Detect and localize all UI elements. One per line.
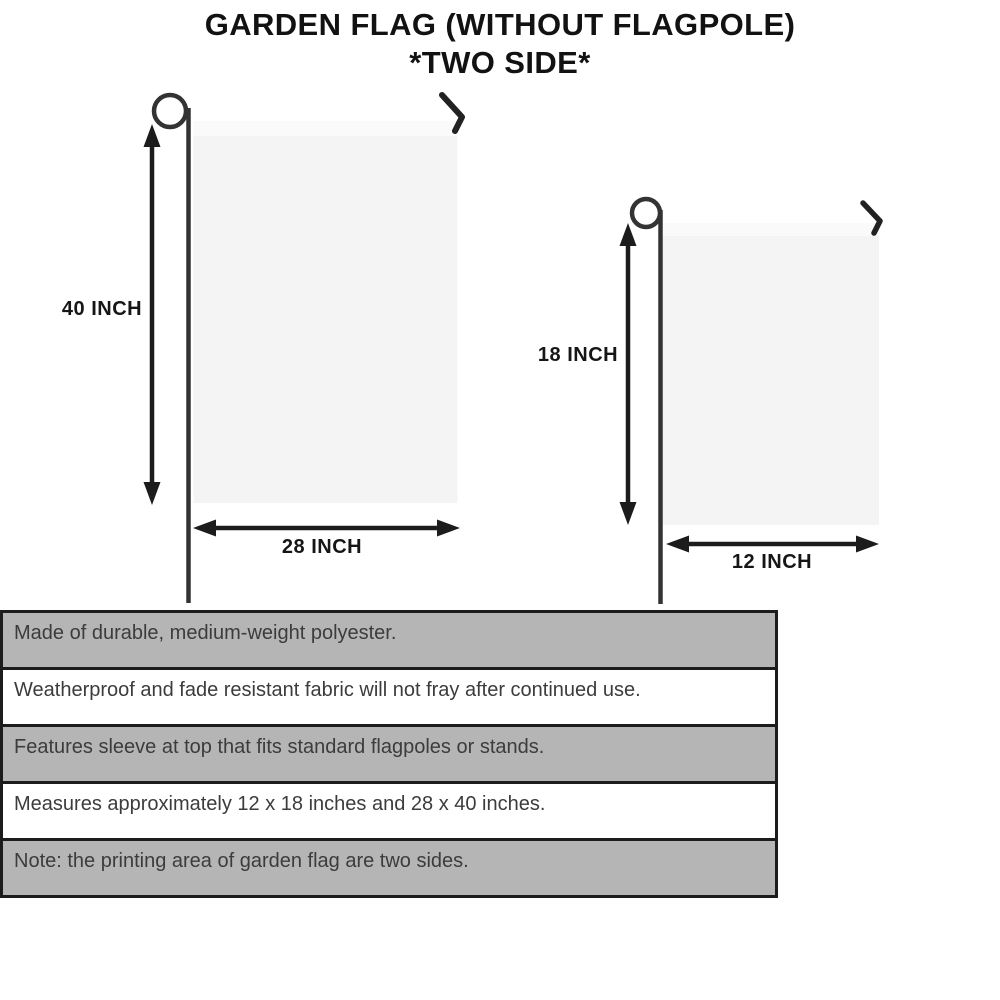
features-table [0, 610, 778, 898]
small-flag-height-label: 18 INCH [537, 344, 619, 366]
large-flag-width-arrow [193, 520, 460, 537]
page-title-line1: GARDEN FLAG (WITHOUT FLAGPOLE) [204, 7, 796, 42]
small-flag-width-label: 12 INCH [731, 551, 813, 573]
large-flag-panel [194, 121, 458, 503]
small-flag-width-arrow [666, 536, 879, 553]
feature-row-weatherproof: Weatherproof and fade resistant fabric will not fray after continued use. [3, 670, 775, 727]
page-title-line2: *TWO SIDE* [409, 45, 591, 80]
large-flag-width-label: 28 INCH [281, 536, 363, 558]
small-flag-panel [663, 223, 879, 525]
feature-row-note: Note: the printing area of garden flag are two sides. [3, 841, 775, 895]
feature-row-material: Made of durable, medium-weight polyester. [3, 613, 775, 670]
large-flag-height-arrow [144, 124, 161, 505]
small-flag-height-arrow [620, 223, 637, 525]
feature-row-measures: Measures approximately 12 x 18 inches and 28 x 40 inches. [3, 784, 775, 841]
large-flag-height-label: 40 INCH [61, 298, 143, 320]
large-flag-pole-loop-icon [154, 95, 186, 127]
large-flag-group [62, 95, 462, 603]
small-flag-sleeve [663, 223, 879, 236]
small-flag-pole-loop-icon [632, 199, 660, 227]
small-flag-group [538, 199, 880, 604]
feature-row-sleeve: Features sleeve at top that fits standard flagpoles or stands. [3, 727, 775, 784]
large-flag-sleeve [194, 121, 458, 136]
